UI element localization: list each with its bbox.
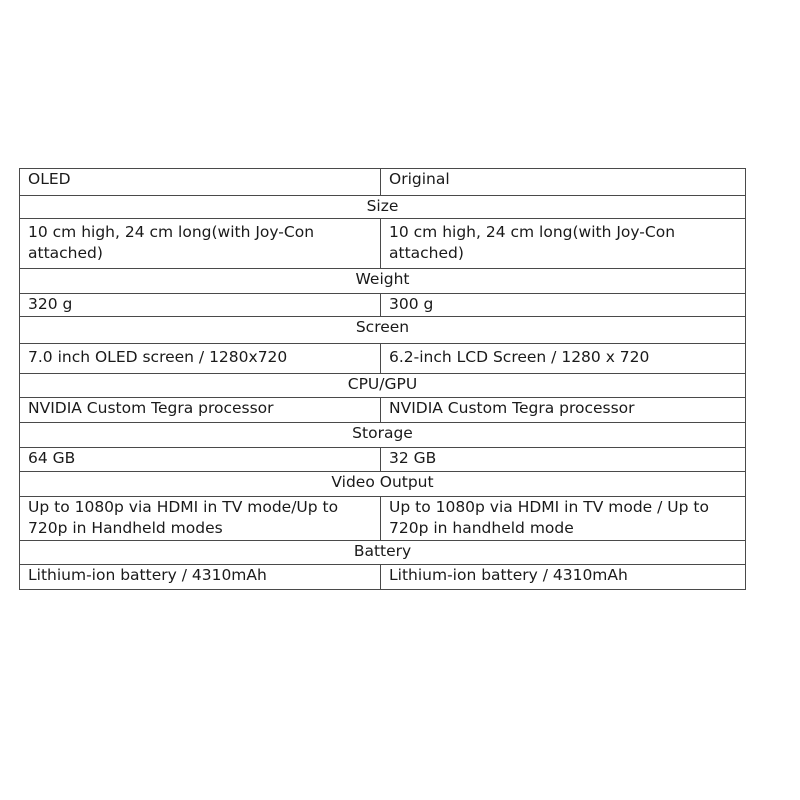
value-row [20, 219, 746, 269]
weight-original-cell: 300 g [381, 294, 746, 317]
screen-original-cell: 6.2-inch LCD Screen / 1280 x 720 [381, 344, 746, 374]
section-title-screen: Screen [20, 317, 746, 344]
section-title-video-output: Video Output [20, 472, 746, 497]
section-title-battery: Battery [20, 541, 746, 565]
header-row [20, 169, 746, 196]
section-title-weight: Weight [20, 269, 746, 294]
section-row [20, 541, 746, 565]
value-row [20, 398, 746, 423]
section-row [20, 423, 746, 448]
section-row [20, 269, 746, 294]
storage-oled-cell: 64 GB [20, 448, 381, 472]
section-row [20, 374, 746, 398]
cpu-original-cell: NVIDIA Custom Tegra processor [381, 398, 746, 423]
cpu-oled-cell: NVIDIA Custom Tegra processor [20, 398, 381, 423]
screen-oled-cell: 7.0 inch OLED screen / 1280x720 [20, 344, 381, 374]
video-original-cell: Up to 1080p via HDMI in TV mode / Up to 720p in handheld mode [381, 497, 746, 541]
value-row [20, 294, 746, 317]
size-original-cell: 10 cm high, 24 cm long(with Joy-Con attached) [381, 219, 746, 269]
value-row [20, 448, 746, 472]
header-original: Original [381, 169, 746, 196]
value-row [20, 344, 746, 374]
section-title-cpu-gpu: CPU/GPU [20, 374, 746, 398]
video-oled-cell: Up to 1080p via HDMI in TV mode/Up to 720p in Handheld modes [20, 497, 381, 541]
storage-original-cell: 32 GB [381, 448, 746, 472]
section-row [20, 472, 746, 497]
battery-oled-cell: Lithium-ion battery / 4310mAh [20, 565, 381, 590]
comparison-table [19, 168, 746, 590]
battery-original-cell: Lithium-ion battery / 4310mAh [381, 565, 746, 590]
weight-oled-cell: 320 g [20, 294, 381, 317]
section-row [20, 317, 746, 344]
section-row [20, 196, 746, 219]
value-row [20, 497, 746, 541]
section-title-size: Size [20, 196, 746, 219]
size-oled-cell: 10 cm high, 24 cm long(with Joy-Con attached) [20, 219, 381, 269]
value-row [20, 565, 746, 590]
section-title-storage: Storage [20, 423, 746, 448]
header-oled: OLED [20, 169, 381, 196]
